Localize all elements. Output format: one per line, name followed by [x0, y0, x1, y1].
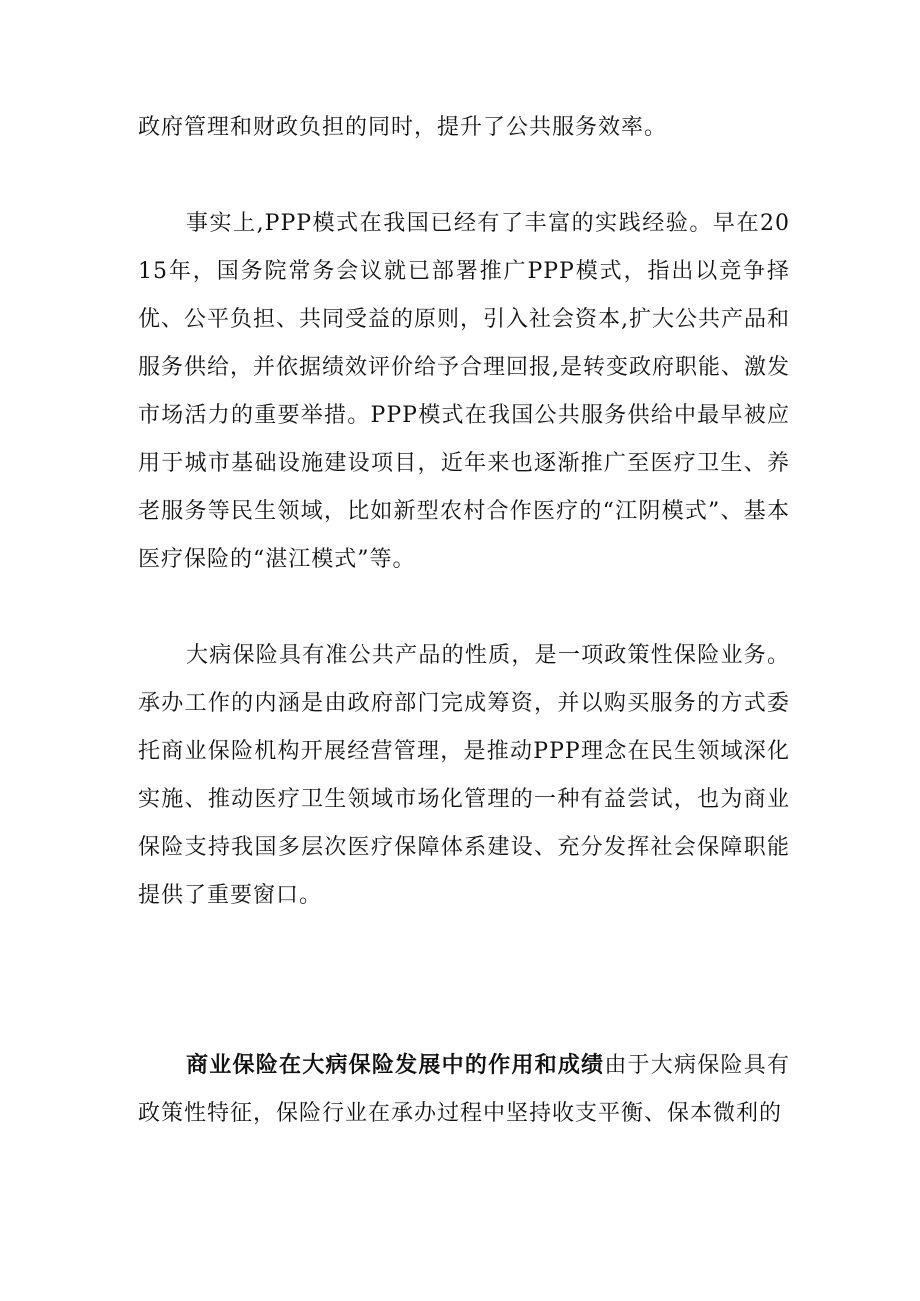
paragraph-3 [138, 632, 790, 920]
paragraph-4-text: 由于大病保险具有政策性特征，保险行业在承办过程中坚持收支平衡、保本微利的 [138, 1053, 790, 1126]
paragraph-2 [138, 200, 790, 584]
paragraph-1-text: 政府管理和财政负担的同时，提升了公共服务效率。 [138, 115, 668, 140]
paragraph-3-text: 大病保险具有准公共产品的性质，是一项政策性保险业务。承办工作的内涵是由政府部门完成筹资，并以购买服务的方式委托商业保险机构开展经营管理，是推动PPP理念在民生领域深化实施、推动医疗卫生领域市场化管理的一种有益尝试，也为商业保险支持我国多层次医疗保障体系建设、充分发挥社会保障职能提供了重要窗口。 [138, 643, 790, 908]
paragraph-1 [138, 104, 790, 152]
section-heading: 商业保险在大病保险发展中的作用和成绩 [186, 1053, 605, 1078]
paragraph-4 [138, 1042, 790, 1138]
paragraph-2-text: 事实上,PPP模式在我国已经有了丰富的实践经验。早在2015年，国务院常务会议就已部署推广PPP模式，指出以竞争择优、公平负担、共同受益的原则，引入社会资本,扩大公共产品和服务供给，并依据绩效评价给予合理回报,是转变政府职能、激发市场活力的重要举措。PPP模式在我国公共服务供给中最早被应用于城市基础设施建设项目，近年来也逐渐推广至医疗卫生、养老服务等民生领域，比如新型农村合作医疗的“江阴模式”、基本医疗保险的“湛江模式”等。 [138, 211, 790, 572]
